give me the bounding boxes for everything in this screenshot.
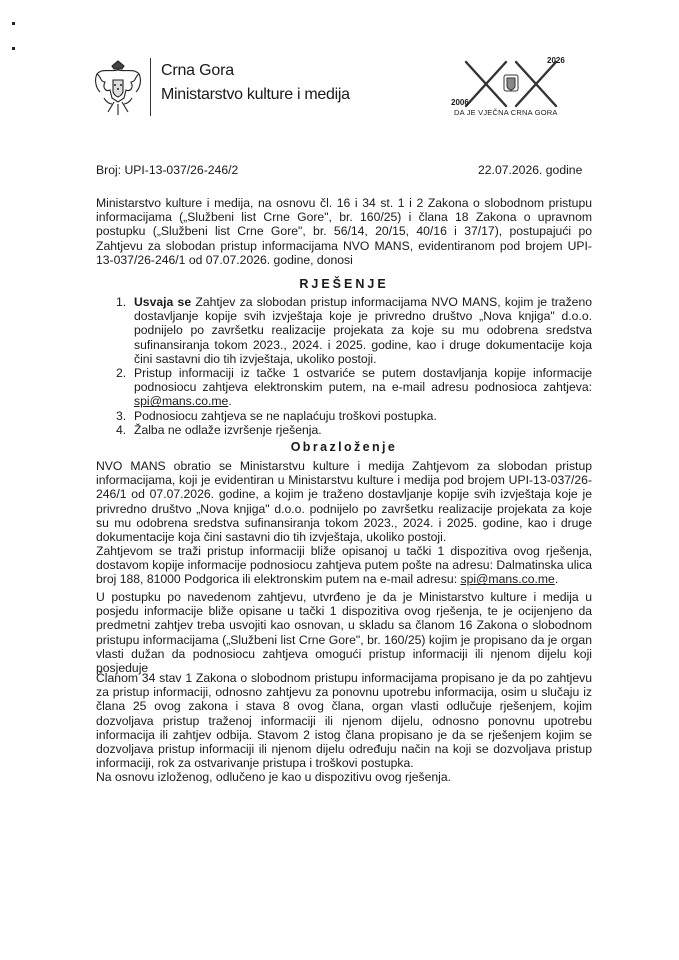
reference-number: Broj: UPI-13-037/26-246/2 bbox=[96, 163, 239, 177]
jubilee-year-start: 2006 bbox=[451, 98, 469, 107]
item-text: Podnosiocu zahtjeva se ne naplaćuju troškovi postupka. bbox=[134, 408, 437, 423]
scan-mark bbox=[12, 47, 15, 50]
reasoning-paragraph: Članom 34 stav 1 Zakona o slobodnom pristupu informacijama propisano je da po zahtjevu za pristup informaciji, odnosno zahtjevu za ponovnu upotrebu informacija, osim u slučaju iz člana 25 ovog zakona i stava 8 ovog člana, organ vlasti odlučuje rješenjem, kojim dozvoljava pristup traženoj informaciji ili njenom dijelu, odnosno ponovnu upotrebu informacija ili zahtjev odbija. Stavom 2 istog člana propisano je da se rješenjem kojim se dozvoljava pristup informaciji ili njenom dijelu određuju način na koji se dozvoljava pristup informaciji, rok za ostvarivanje pristupa i troškovi postupka. bbox=[96, 671, 592, 771]
decision-title: RJEŠENJE bbox=[299, 277, 389, 291]
decision-item bbox=[96, 295, 592, 366]
header-divider bbox=[150, 58, 151, 116]
reasoning-title: Obrazloženje bbox=[290, 440, 398, 454]
jubilee-slogan: DA JE VJEČNA CRNA GORA bbox=[454, 108, 558, 117]
item-text: Žalba ne odlaže izvršenje rješenja. bbox=[134, 422, 322, 437]
item-text: Zahtjev za slobodan pristup informacijama NVO MANS, kojim je traženo dostavljanje kopije svih izvještaja koje je privredno društvo „Nova knjiga" d.o.o. podnijelo po završetku realizacije projekata za koje su mu odobrena sredstva sufinansiranja tokom 2023., 2024. i 2025. godine, kao i druge dokumentacije koja čini sastavni dio tih izvještaja, ukoliko postoji. bbox=[134, 295, 592, 366]
item-number: 3. bbox=[116, 408, 127, 423]
coat-of-arms-icon bbox=[92, 58, 144, 118]
paragraph-text-end: . bbox=[554, 572, 559, 587]
paragraph-text: Zahtjevom se traži pristup informaciji bliže opisanoj u tački 1 dispozitiva ovog rješenja, dostavom kopije informacije podnosiocu zahtjeva putem pošte na adresu: Dalmatinska ulica broj 188, 81000 Podgorica ili elektronskim putem na e-mail adresu: bbox=[96, 544, 592, 587]
decision-list bbox=[96, 295, 592, 437]
email-link[interactable]: spi@mans.co.me bbox=[460, 572, 555, 587]
decision-item bbox=[96, 423, 592, 437]
email-link[interactable]: spi@mans.co.me bbox=[134, 394, 229, 409]
decision-item bbox=[96, 366, 592, 409]
item-number: 1. bbox=[116, 295, 127, 309]
document-date: 22.07.2026. godine bbox=[478, 163, 583, 177]
scan-mark bbox=[12, 22, 15, 25]
item-emphasis: Usvaja se bbox=[134, 295, 192, 309]
intro-paragraph: Ministarstvo kulture i medija, na osnovu čl. 16 i 34 st. 1 i 2 Zakona o slobodnom pristupu informacijama („Službeni list Crne Gore", br. 160/25) i člana 18 Zakona o upravnom postupku („Službeni list Crne Gore", br. 56/14, 20/15, 40/16 i 37/17), postupajući po Zahtjevu za slobodan pristup informacijama NVO MANS, evidentiranom pod brojem UPI-13-037/26-246/1 od 07.07.2026. godine, donosi bbox=[96, 196, 592, 267]
conclusion-paragraph: Na osnovu izloženog, odlučeno je kao u dispozitivu ovog rješenja. bbox=[96, 770, 452, 784]
item-number: 2. bbox=[116, 366, 127, 381]
jubilee-year-end: 2026 bbox=[547, 56, 565, 65]
reasoning-paragraph: U postupku po navedenom zahtjevu, utvrđeno je da je Ministarstvo kulture i medija u posjedu informacije bliže opisane u tački 1 dispozitiva ovog rješenja, te je ocijenjeno da predmetni zahtjev treba usvojiti kao osnovan, u skladu sa članom 16 Zakona o slobodnom pristupu informacijama („Službeni list Crne Gore", br. 160/25) kojim je propisano da je organ vlasti dužan da podnosiocu zahtjeva omogući pristup informaciji ili njenom dijelu koji posjeduje bbox=[96, 590, 592, 676]
item-number: 4. bbox=[116, 422, 127, 437]
reasoning-paragraph bbox=[96, 544, 592, 587]
item-text-end: . bbox=[228, 394, 232, 409]
ministry-name: Ministarstvo kulture i medija bbox=[161, 86, 350, 103]
decision-item bbox=[96, 409, 592, 423]
reasoning-paragraph: NVO MANS obratio se Ministarstvu kulture i medija Zahtjevom za slobodan pristup informacijama, koji je evidentiran u Ministarstvu kulture i medija pod brojem UPI-13-037/26-246/1 od 07.07.2026. godine, a kojim je traženo dostavljanje kopije svih izvještaja koje je privredno društvo „Nova knjiga" d.o.o. podnijelo po završetku realizacije projekata za koje su mu odobrena sredstva sufinansiranja tokom 2023., 2024. i 2025. godine, kao i druge dokumentacije koja čini sastavni dio tih izvještaja, ukoliko postoji. bbox=[96, 459, 592, 545]
country-name: Crna Gora bbox=[161, 62, 234, 79]
item-text: Pristup informaciji iz tačke 1 ostvariće se putem dostavljanja kopije informacije podnosiocu zahtjeva elektronskim putem, na e-mail adresu podnosioca zahtjeva: bbox=[134, 366, 592, 395]
